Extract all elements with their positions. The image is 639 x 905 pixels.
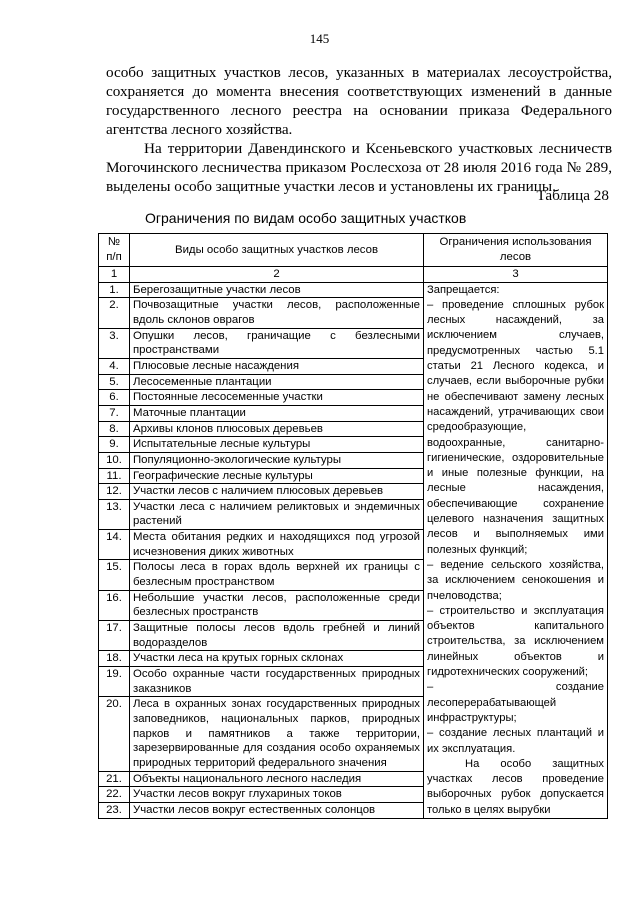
row-number: 23.	[99, 803, 130, 819]
row-zone-type: Места обитания редких и находящихся под угрозой исчезновения диких животных	[130, 530, 424, 560]
paragraph-2: На территории Давендинского и Ксеньевского участковых лесничеств Могочинского лесничества приказом Рослесхоза от 28 июля 2016 года № 289, выделены особо защитные участки лесов и установлены их границы.	[106, 140, 612, 195]
row-zone-type: Маточные плантации	[130, 405, 424, 421]
row-number: 22.	[99, 787, 130, 803]
row-number: 1.	[99, 282, 130, 298]
restriction-item: – создание лесоперерабатывающей инфраструктуры;	[427, 681, 604, 724]
row-number: 18.	[99, 651, 130, 667]
row-number: 17.	[99, 621, 130, 651]
restriction-item: – проведение сплошных рубок лесных насаждений, за исключением случаев, предусмотренных частью 5.1 статьи 21 Лесного кодекса, и случаев, если выборочные рубки не обеспечивают замену лесных насаждений, утрачивающих свои средообразующие, водоохранные, санитарно-гигиенические, оздоровительные и иные полезные функции, на лесные насаждения, обеспечивающие сохранение целевого назначения защитных лесов и выполняемых ими полезных функций;	[427, 298, 604, 556]
row-number: 11.	[99, 468, 130, 484]
row-number: 15.	[99, 560, 130, 590]
row-number: 9.	[99, 437, 130, 453]
row-number: 19.	[99, 667, 130, 697]
page-number: 145	[309, 31, 330, 46]
row-number: 14.	[99, 530, 130, 560]
row-zone-type: Леса в охранных зонах государственных природных заповедников, национальных парков, природных парков и памятников а также территории, зарезервированные для создания особо охраняемых природных территорий федерального значения	[130, 697, 424, 771]
row-zone-type: Объекты национального лесного наследия	[130, 771, 424, 787]
row-number: 5.	[99, 374, 130, 390]
restrictions-table	[98, 233, 608, 819]
row-number: 4.	[99, 358, 130, 374]
table-row	[99, 282, 608, 298]
row-zone-type: Особо охранные части государственных природных заказников	[130, 667, 424, 697]
row-number: 16.	[99, 590, 130, 620]
restrictions-cell	[424, 282, 608, 818]
row-zone-type: Участки лесов вокруг естественных солонцов	[130, 803, 424, 819]
col-number-2: 2	[130, 267, 424, 283]
restriction-item: Запрещается:	[427, 283, 500, 296]
row-zone-type: Защитные полосы лесов вдоль гребней и линий водоразделов	[130, 621, 424, 651]
row-number: 20.	[99, 697, 130, 771]
row-zone-type: Лесосеменные плантации	[130, 374, 424, 390]
paragraph-1: особо защитных участков лесов, указанных в материалах лесоустройства, сохраняется до момента внесения соответствующих изменений в данные государственного лесного реестра на основании приказа Федерального агентства лесного хозяйства.	[106, 64, 612, 138]
row-number: 3.	[99, 328, 130, 358]
row-zone-type: Полосы леса в горах вдоль верхней их границы с безлесным пространством	[130, 560, 424, 590]
row-number: 8.	[99, 421, 130, 437]
table-body	[99, 282, 608, 818]
row-zone-type: Плюсовые лесные насаждения	[130, 358, 424, 374]
header-num: № п/п	[99, 234, 130, 267]
row-number: 12.	[99, 484, 130, 500]
row-zone-type: Популяционно-экологические культуры	[130, 452, 424, 468]
col-number-3: 3	[424, 267, 608, 283]
row-zone-type: Географические лесные культуры	[130, 468, 424, 484]
row-zone-type: Испытательные лесные культуры	[130, 437, 424, 453]
row-number: 7.	[99, 405, 130, 421]
restriction-item: – создание лесных плантаций и их эксплуатация.	[427, 727, 604, 755]
row-zone-type: Почвозащитные участки лесов, расположенные вдоль склонов оврагов	[130, 298, 424, 328]
row-number: 21.	[99, 771, 130, 787]
row-zone-type: Участки леса с наличием реликтовых и эндемичных растений	[130, 499, 424, 529]
header-type: Виды особо защитных участков лесов	[130, 234, 424, 267]
row-number: 6.	[99, 390, 130, 406]
row-number: 10.	[99, 452, 130, 468]
table-label: Таблица 28	[536, 187, 609, 204]
row-zone-type: Архивы клонов плюсовых деревьев	[130, 421, 424, 437]
row-number: 13.	[99, 499, 130, 529]
row-zone-type: Небольшие участки лесов, расположенные среди безлесных пространств	[130, 590, 424, 620]
col-number-1: 1	[99, 267, 130, 283]
table-caption: Ограничения по видам особо защитных участков	[145, 210, 467, 226]
restriction-item: – строительство и эксплуатация объектов капитального строительства, за исключением линейных объектов и гидротехнических сооружений;	[427, 604, 604, 679]
row-number: 2.	[99, 298, 130, 328]
row-zone-type: Участки лесов вокруг глухариных токов	[130, 787, 424, 803]
row-zone-type: Берегозащитные участки лесов	[130, 282, 424, 298]
row-zone-type: Постоянные лесосеменные участки	[130, 390, 424, 406]
row-zone-type: Опушки лесов, граничащие с безлесными пространствами	[130, 328, 424, 358]
restriction-item: – ведение сельского хозяйства, за исключением сенокошения и пчеловодства;	[427, 558, 604, 602]
row-zone-type: Участки лесов с наличием плюсовых деревьев	[130, 484, 424, 500]
header-restrictions: Ограничения использования лесов	[424, 234, 608, 267]
row-zone-type: Участки леса на крутых горных склонах	[130, 651, 424, 667]
restriction-item: На особо защитных участках лесов проведение выборочных рубок допускается только в целях вырубки	[427, 757, 604, 816]
